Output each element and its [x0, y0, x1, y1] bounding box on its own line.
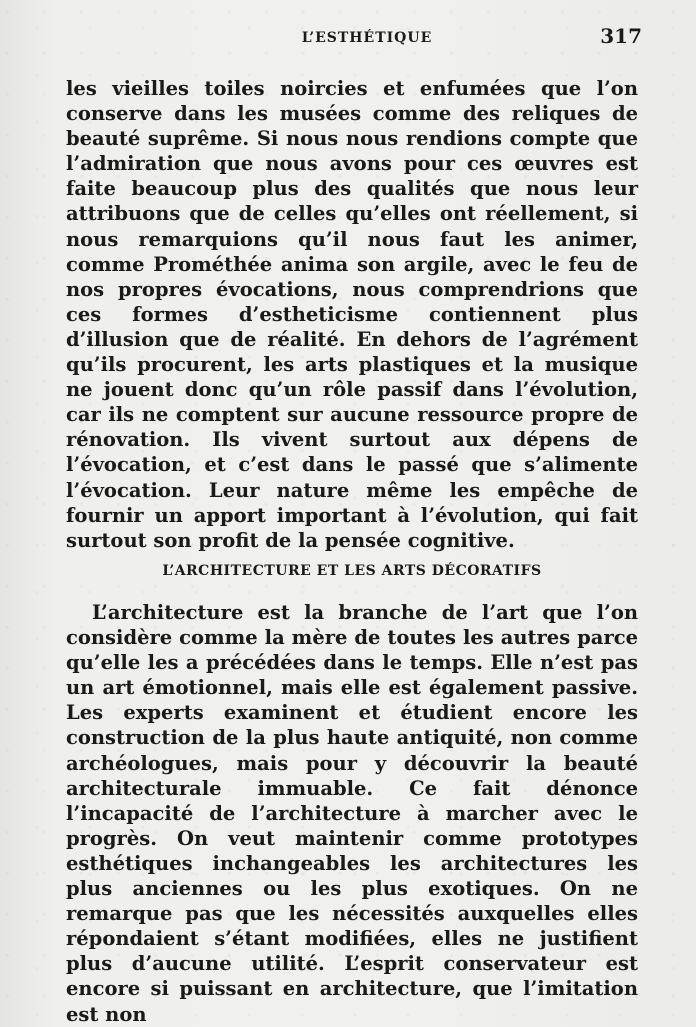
paragraph-continued: les vieilles toiles noircies et enfumées que l’on conserve dans les musées comme des reliques de beauté suprême. Si nous nous rendions compte que l’admiration que nous avons pour ces œuvres est faite beaucoup plus des qualités que nous leur attribuons que de celles qu’elles ont réellement, si nous remarquions qu’il nous faut les animer, comme Prométhée anima son argile, avec le feu de nos propres évocations, nous comprendrions que ces formes d’estheticisme contiennent plus d’illusion que de réalité. En dehors de l’agrément qu’ils procurent, les arts plastiques et la musique ne jouent donc qu’un rôle passif dans l’évolution, car ils ne comptent sur aucune ressource propre de rénovation. Ils vivent surtout aux dépens de l’évocation, et c’est dans le passé que s’alimente l’évocation. Leur nature même les empêche de fournir un apport important à l’évolution, qui fait surtout son profit de la pensée cognitive.	[66, 77, 638, 552]
paragraph-architecture: L’architecture est la branche de l’art que l’on considère comme la mère de toutes les autres parce qu’elle les a précédées dans le temps. Elle n’est pas un art émotionnel, mais elle est également passive. Les experts examinent et étudient encore les construction de la plus haute antiquité, non comme archéologues, mais pour y découvrir la beauté architecturale immuable. Ce fait dénonce l’incapacité de l’architecture à marcher avec le progrès. On veut maintenir comme prototypes esthétiques inchangeables les architectures les plus anciennes ou les plus exotiques. On ne remarque pas que les nécessités auxquelles elles répondaient s’étant modifiées, elles ne justifient plus d’aucune utilité. L’esprit conservateur est encore si puissant en architecture, que l’imitation est non	[66, 601, 638, 1026]
page-number: 317	[600, 24, 642, 48]
section-heading: L’ARCHITECTURE ET LES ARTS DÉCORATIFS	[162, 563, 542, 579]
running-title: L’ESTHÉTIQUE	[301, 30, 433, 46]
running-head	[68, 24, 642, 54]
